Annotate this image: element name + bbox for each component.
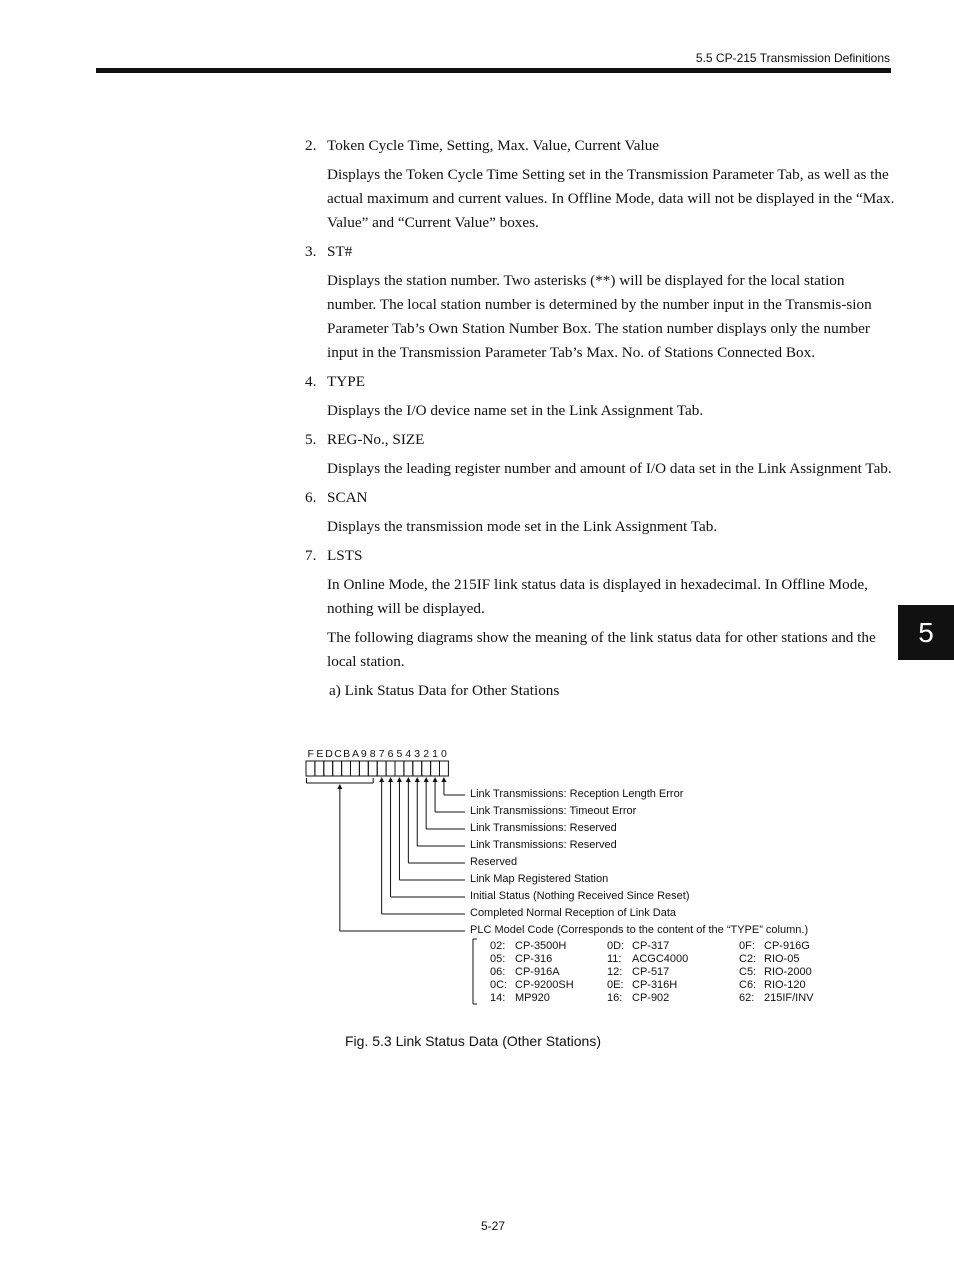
model-code: 16: <box>607 992 623 1004</box>
paragraph: Displays the transmission mode set in the Link Assignment Tab. <box>327 518 718 535</box>
bit-label: 6 <box>387 748 394 760</box>
model-code: 12: <box>607 966 623 978</box>
bit-label: 1 <box>432 748 438 760</box>
model-code: 0D: <box>607 940 625 952</box>
item-title: Token Cycle Time, Setting, Max. Value, Current Value <box>327 137 660 154</box>
model-code: 11: <box>607 953 622 965</box>
page-number: 5-27 <box>480 1219 506 1233</box>
item-number: 3. <box>305 243 317 260</box>
item-4 <box>305 370 895 423</box>
model-name: RIO-2000 <box>764 966 812 978</box>
model-code: 0F: <box>739 940 755 952</box>
bit-cell <box>440 761 449 776</box>
model-name: ACGC4000 <box>632 953 689 965</box>
arrow-head <box>415 777 420 782</box>
model-name: CP-902 <box>632 992 670 1004</box>
field-label: Link Transmissions: Reception Length Error <box>470 788 684 800</box>
model-name: CP-916A <box>515 966 560 978</box>
bit-cell <box>324 761 333 776</box>
arrow-head <box>397 777 402 782</box>
model-code: 14: <box>490 992 506 1004</box>
model-name: CP-3500H <box>515 940 567 952</box>
field-label: Completed Normal Reception of Link Data <box>470 907 677 919</box>
page-header <box>0 0 954 80</box>
paragraph: Displays the I/O device name set in the Link Assignment Tab. <box>327 402 704 419</box>
bit-cell <box>368 761 377 776</box>
field-label: Link Map Registered Station <box>470 873 609 885</box>
item-title: LSTS <box>327 547 363 564</box>
plc-model-row <box>490 940 834 953</box>
item-title: TYPE <box>327 373 365 390</box>
section-title: 5.5 CP-215 Transmission Definitions <box>695 51 890 65</box>
arrow-head <box>379 777 384 782</box>
item-5 <box>305 428 895 481</box>
bit-cell <box>386 761 395 776</box>
model-code: 0C: <box>490 979 508 991</box>
bit-label: F <box>307 748 314 760</box>
item-2 <box>305 134 895 235</box>
model-code: C6: <box>739 979 757 991</box>
field-label: PLC Model Code (Corresponds to the content of the “TYPE” column.) <box>470 924 809 936</box>
plc-model-row <box>490 992 834 1005</box>
field-label: Initial Status (Nothing Received Since Reset) <box>470 890 690 902</box>
arrow-head <box>441 777 446 782</box>
plc-model-row <box>490 979 834 992</box>
arrow-head <box>406 777 411 782</box>
arrow-head <box>424 777 429 782</box>
bit-label: A <box>352 748 360 760</box>
model-code: C5: <box>739 966 757 978</box>
figure-caption: Fig. 5.3 Link Status Data (Other Stations) <box>345 1033 602 1049</box>
item-number: 6. <box>305 489 317 506</box>
bit-label: C <box>334 748 342 760</box>
link-status-diagram <box>300 740 860 1030</box>
plc-model-row <box>490 966 834 979</box>
field-label: Link Transmissions: Timeout Error <box>470 805 637 817</box>
model-code: C2: <box>739 953 757 965</box>
model-code: 02: <box>490 940 506 952</box>
item-3 <box>305 240 895 365</box>
item-number: 4. <box>305 373 317 390</box>
bit-cell <box>351 761 360 776</box>
bit-label: 3 <box>414 748 421 760</box>
bit-cell <box>315 761 324 776</box>
model-name: RIO-120 <box>764 979 806 991</box>
bit-label: 9 <box>360 748 367 760</box>
field-label: Link Transmissions: Reserved <box>470 839 617 851</box>
model-name: MP920 <box>515 992 550 1004</box>
paragraph: Displays the station number. Two asterisks (**) will be displayed for the local station number. The local station number is determined by the number input in the Transmis-sion Parameter Tab’s Own Station Number Box. The station number displays only the number input in the Transmission Parameter Tab’s Max. No. of Stations Connected Box. <box>327 272 872 361</box>
bit-label: B <box>343 748 351 760</box>
item-title: ST# <box>327 243 353 260</box>
plc-model-table <box>490 940 834 1005</box>
item-title: SCAN <box>327 489 368 506</box>
bit-cell <box>377 761 386 776</box>
bit-cell <box>342 761 351 776</box>
item-number: 5. <box>305 431 317 448</box>
model-name: CP-9200SH <box>515 979 574 991</box>
model-name: CP-316 <box>515 953 553 965</box>
field-label: Reserved <box>470 856 518 868</box>
item-7 <box>305 544 895 674</box>
model-name: CP-317 <box>632 940 670 952</box>
field-label: Link Transmissions: Reserved <box>470 822 617 834</box>
model-name: CP-316H <box>632 979 678 991</box>
bit-label: 4 <box>405 748 412 760</box>
plc-model-row <box>490 953 834 966</box>
arrow-head <box>433 777 438 782</box>
paragraph: In Online Mode, the 215IF link status data is displayed in hexadecimal. In Offline Mode, nothing will be displayed. <box>327 576 868 617</box>
bit-label: 0 <box>441 748 447 760</box>
bit-cell <box>306 761 315 776</box>
bit-label: 5 <box>396 748 403 760</box>
bit-cell <box>404 761 413 776</box>
model-code: 0E: <box>607 979 624 991</box>
paragraph: Displays the Token Cycle Time Setting set in the Transmission Parameter Tab, as well as the actual maximum and current values. In Offline Mode, data will not be displayed in the “Max. Value” and “Current Value” boxes. <box>327 166 895 231</box>
arrow-head <box>388 777 393 782</box>
bit-label: 7 <box>378 748 385 760</box>
paragraph: Displays the leading register number and amount of I/O data set in the Link Assignment Tab. <box>327 460 892 477</box>
item-6 <box>305 486 895 539</box>
paragraph: The following diagrams show the meaning of the link status data for other stations and the local station. <box>327 629 876 670</box>
bit-cell <box>431 761 440 776</box>
model-code: 06: <box>490 966 506 978</box>
model-name: 215IF/INV <box>764 992 814 1004</box>
item-number: 2. <box>305 137 317 154</box>
bit-label: 2 <box>423 748 430 760</box>
model-code: 05: <box>490 953 506 965</box>
bit-cell <box>359 761 368 776</box>
bit-cell <box>333 761 342 776</box>
bit-cell <box>395 761 404 776</box>
body-text <box>305 134 895 703</box>
model-code: 62: <box>739 992 755 1004</box>
model-name: CP-916G <box>764 940 810 952</box>
chapter-tab: 5 <box>898 605 954 660</box>
sub-caption: a) Link Status Data for Other Stations <box>329 682 560 699</box>
bit-cell <box>413 761 422 776</box>
model-name: RIO-05 <box>764 953 800 965</box>
bit-label: D <box>325 748 333 760</box>
arrow-head <box>337 784 342 789</box>
item-title: REG-No., SIZE <box>327 431 425 448</box>
bit-cell <box>422 761 431 776</box>
header-rule <box>96 68 891 73</box>
bit-label: E <box>316 748 324 760</box>
bit-label: 8 <box>369 748 376 760</box>
item-number: 7. <box>305 547 317 564</box>
model-name: CP-517 <box>632 966 670 978</box>
